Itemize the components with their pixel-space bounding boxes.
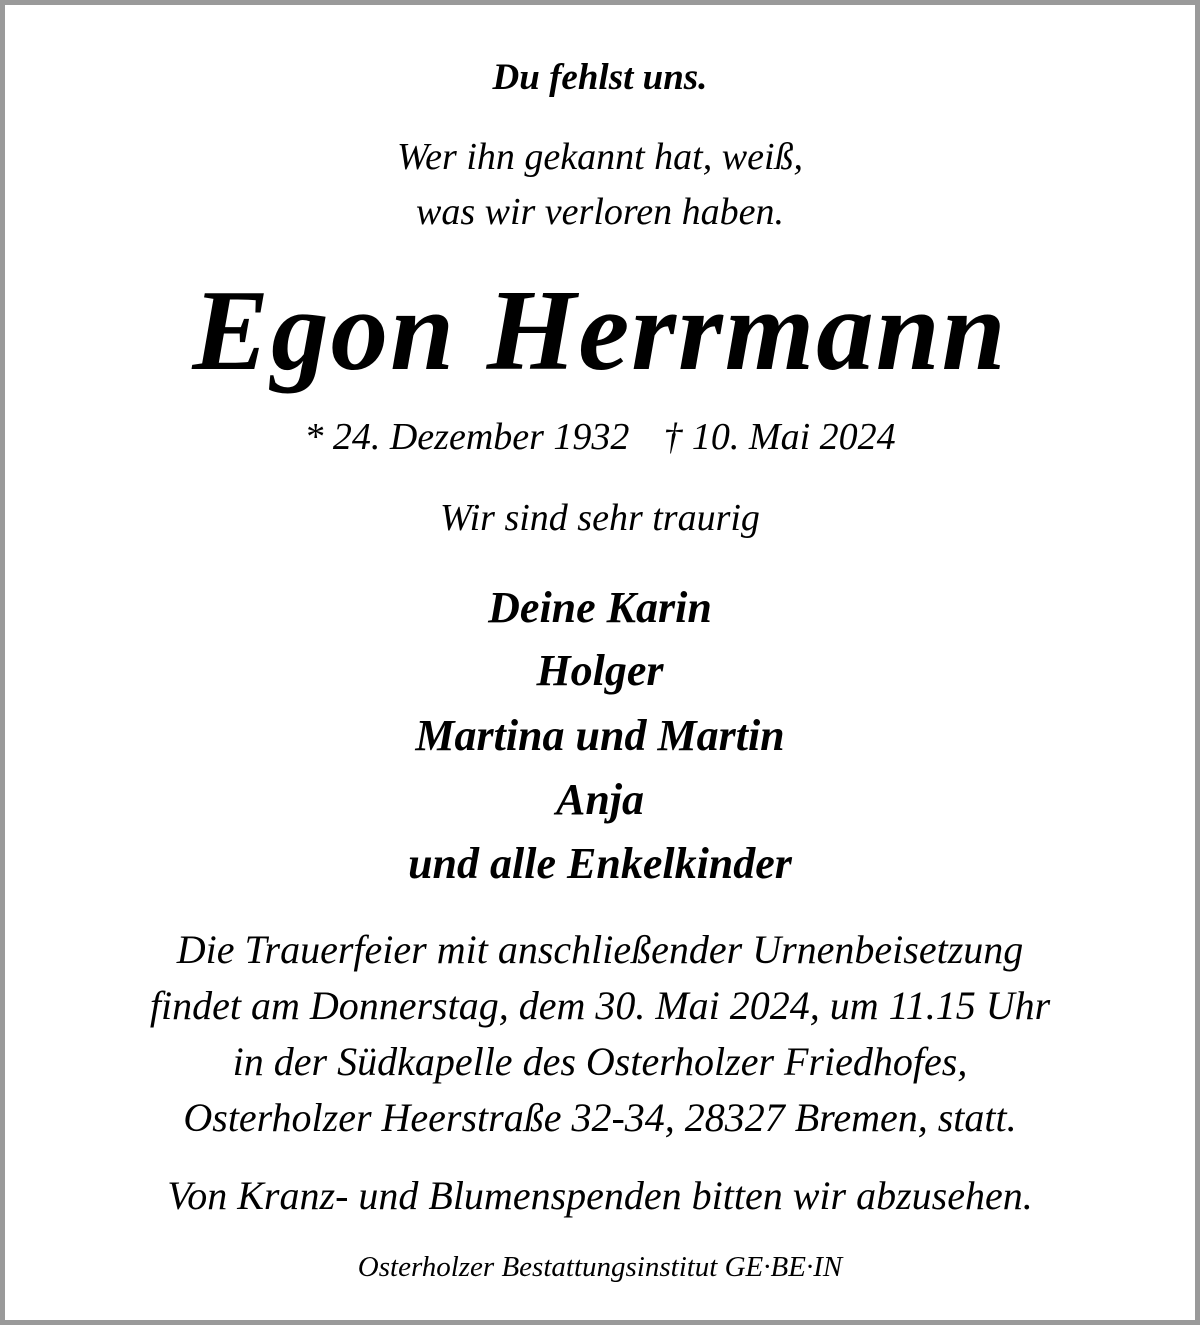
quote-line: was wir verloren haben.	[415, 191, 784, 233]
family-member: Martina und Martin	[415, 711, 785, 760]
deceased-name: Egon Herrmann	[192, 267, 1008, 394]
death-date: † 10. Mai 2024	[663, 416, 896, 458]
service-info-line: in der Südkapelle des Osterholzer Friedhofes,	[232, 1039, 968, 1084]
family-member: Anja	[555, 775, 645, 824]
motto: Du fehlst uns.	[492, 57, 708, 98]
flowers-note: Von Kranz- und Blumenspenden bitten wir abzusehen.	[167, 1173, 1033, 1218]
service-info-line: Die Trauerfeier mit anschließender Urnenbeisetzung	[176, 927, 1024, 972]
life-dates	[5, 418, 1195, 456]
mourning-line: Wir sind sehr traurig	[440, 497, 760, 539]
family-member: Holger	[536, 646, 664, 695]
family-member: und alle Enkelkinder	[408, 839, 792, 888]
service-info-line: findet am Donnerstag, dem 30. Mai 2024, um 11.15 Uhr	[149, 983, 1051, 1028]
birth-date: * 24. Dezember 1932	[304, 416, 630, 458]
funeral-home: Osterholzer Bestattungsinstitut GE·BE·IN	[357, 1251, 843, 1283]
family-member: Deine Karin	[488, 583, 712, 632]
service-info-line: Osterholzer Heerstraße 32-34, 28327 Bremen, statt.	[183, 1095, 1017, 1140]
quote-line: Wer ihn gekannt hat, weiß,	[397, 136, 803, 178]
